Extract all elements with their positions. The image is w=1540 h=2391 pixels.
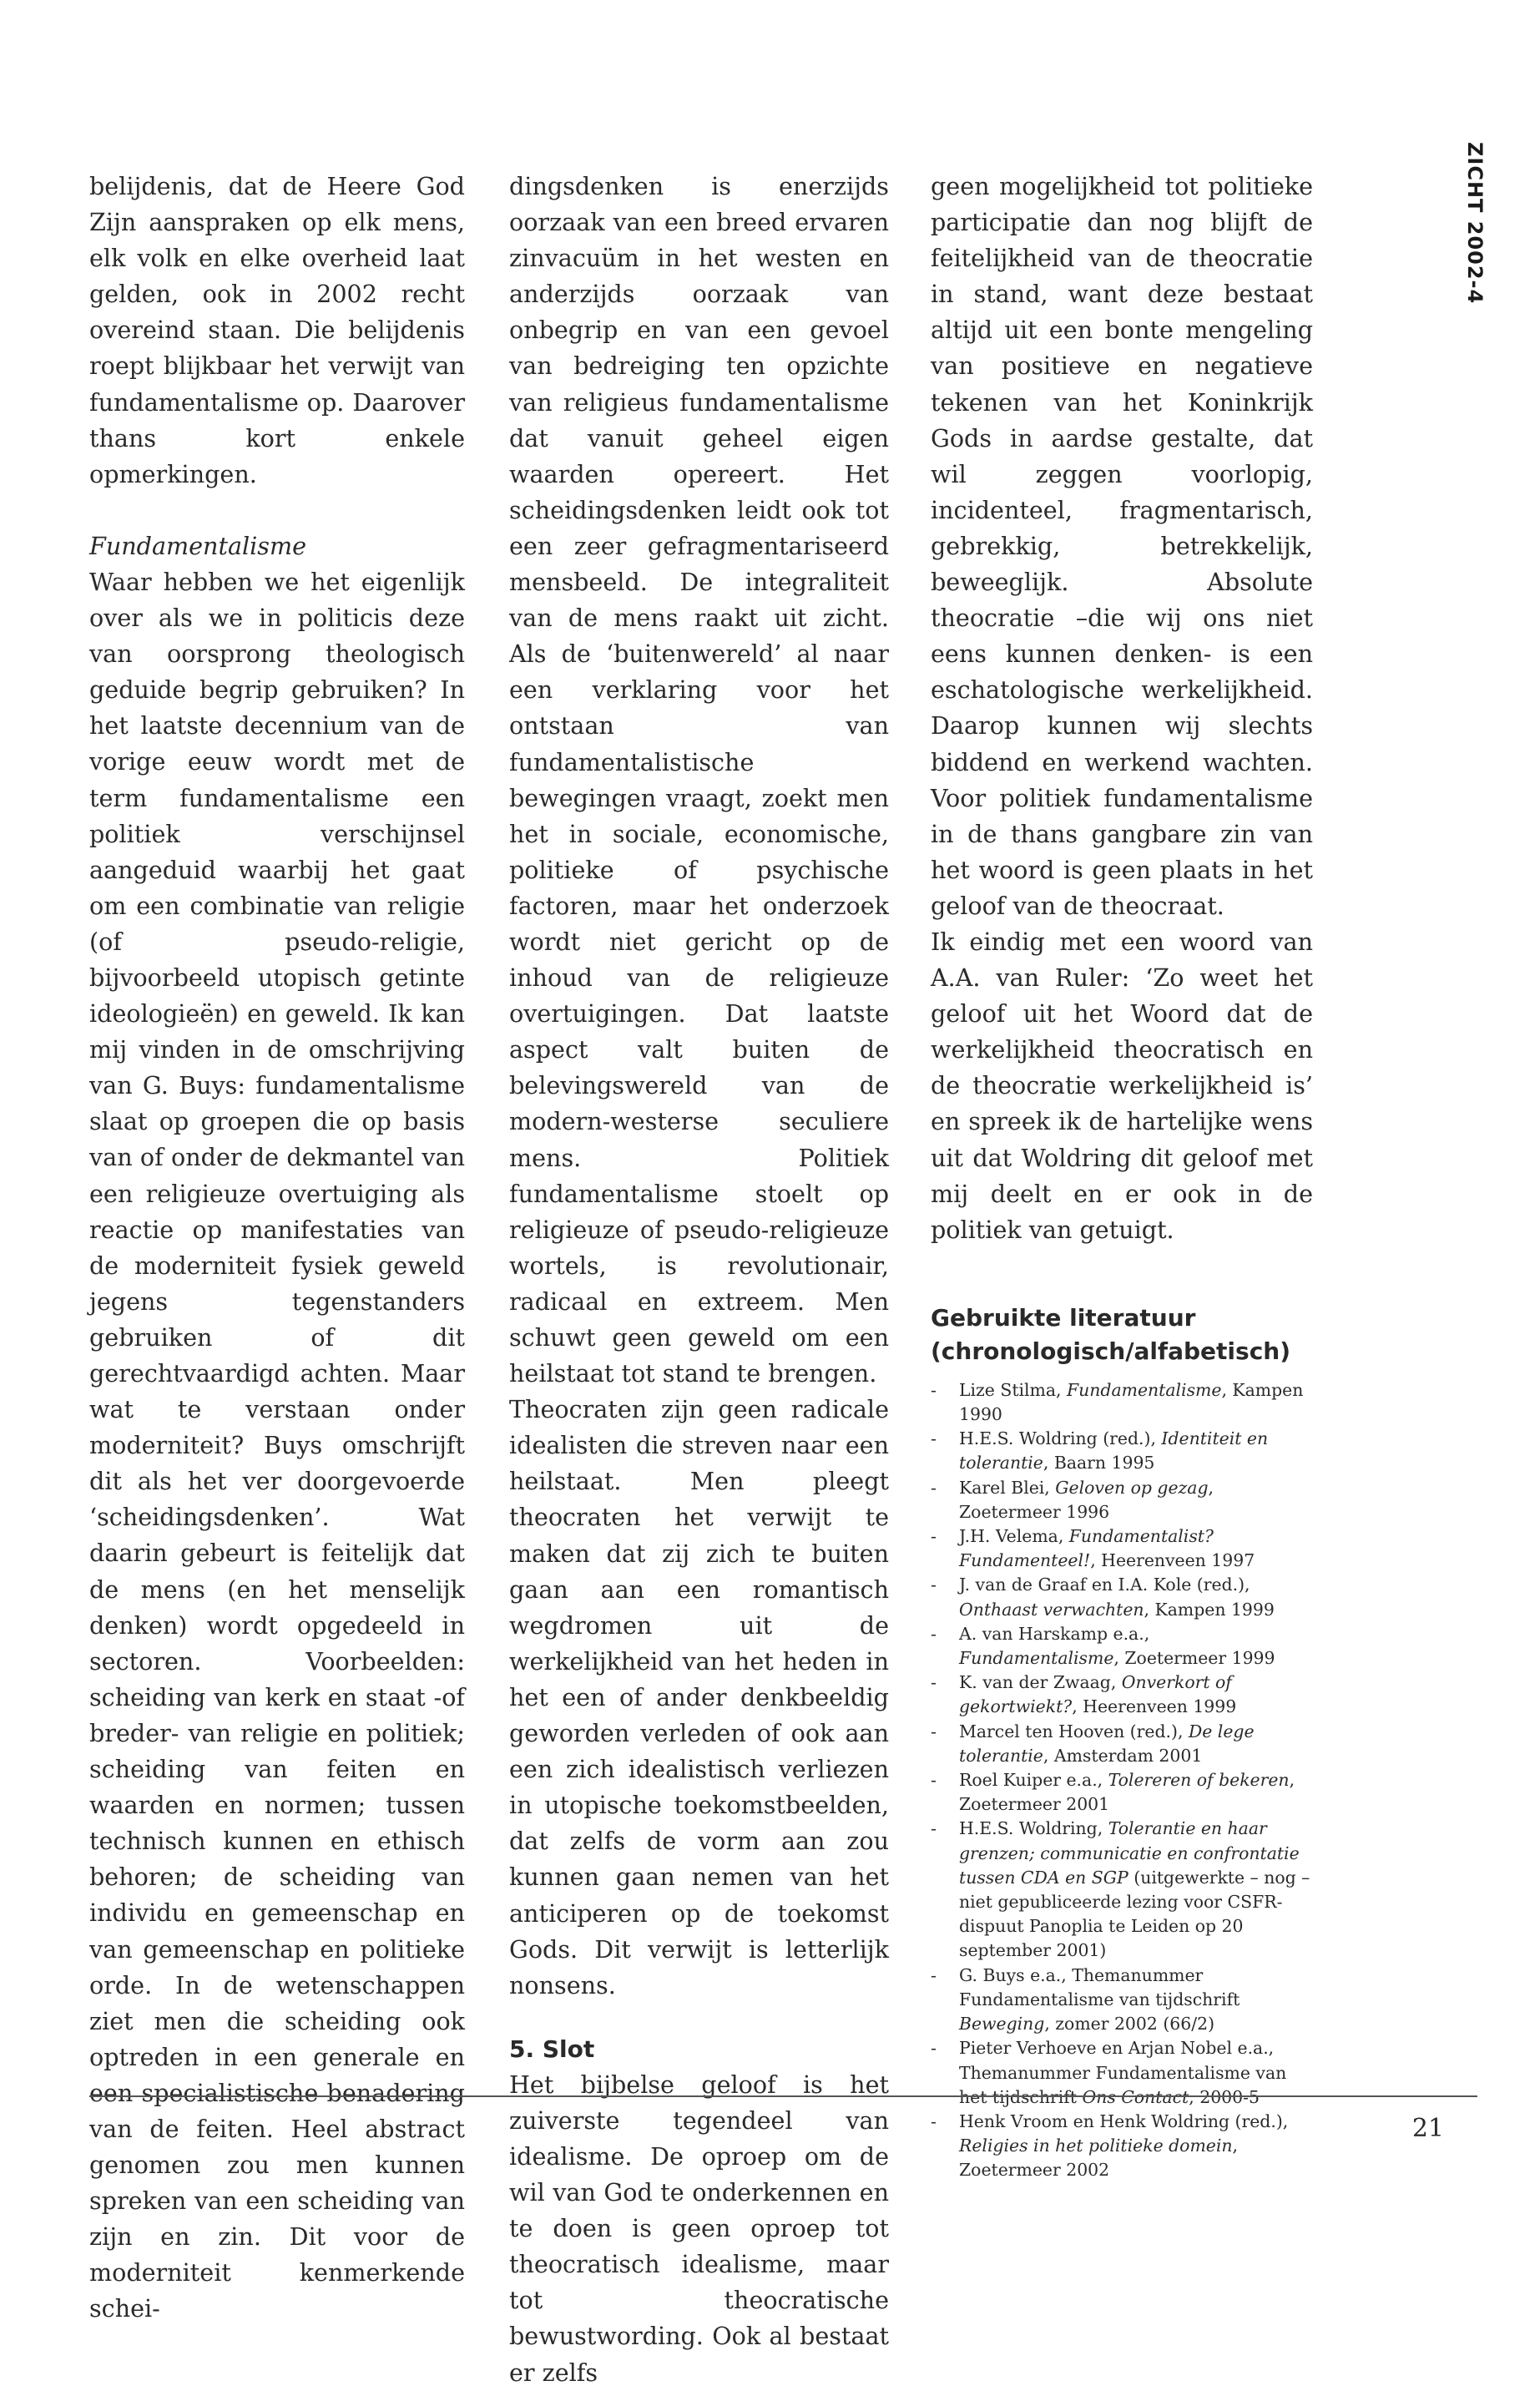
subheading-fundamentalisme: Fundamentalisme [89,531,307,560]
paragraph: Ik eindig met een woord van A.A. van Ruler: ‘Zo weet het geloof uit het Woord dat de werkelijkheid theocratisch en de theocratie werkelijkheid is’ en spreek ik de hartelijke wens uit dat Woldring dit geloof met mij deelt en er ook in de politiek van getuigt. [931,927,1313,1244]
literature-heading: Gebruikte literatuur (chronologisch/alfabetisch) [931,1303,1291,1365]
literature-item: - J.H. Velema, Fundamentalist? Fundamenteel!, Heerenveen 1997 [931,1526,1255,1571]
paragraph: Theocraten zijn geen radicale idealisten die streven naar een heilstaat. Men pleegt theocraten het verwijt te maken dat zij zich te buiten gaan aan een romantisch wegdromen uit de werkelijkheid van het heden in het een of ander denkbeeldig geworden verleden of ook aan een zich idealistisch verliezen in utopische toekomstbeelden, dat zelfs de vorm aan zou kunnen gaan nemen van het anticiperen op de toekomst Gods. Dit verwijt is letterlijk nonsens. [509,1395,889,1999]
paragraph: dingsdenken is enerzijds oorzaak van een breed ervaren zinvacuüm in het westen en anderzijds oorzaak van onbegrip en van een gevoel van bedreiging ten opzichte van religieus fundamentalisme dat vanuit geheel eigen waarden opereert. Het scheidingsdenken leidt ook tot een zeer gefragmentariseerd mensbeeld. De integraliteit van de mens raakt uit zicht. Als de ‘buitenwereld’ al naar een verklaring voor het ontstaan van fundamentalistische bewegingen vraagt, zoekt men het in sociale, economische, politieke of psychische factoren, maar het onderzoek wordt niet gericht op de inhoud van de religieuze overtuigingen. Dat laatste aspect valt buiten de belevingswereld van de modern-westerse seculiere mens. Politiek fundamentalisme stoelt op religieuze of pseudo-religieuze wortels, is revolutionair, radicaal en extreem. Men schuwt geen geweld om een heilstaat tot stand te brengen. [509,172,889,1388]
literature-item: - H.E.S. Woldring, Tolerantie en haar grenzen; communicatie en confrontatie tussen CDA en SGP (uitgewerkte – nog – niet gepubliceerde lezing voor CSFR-dispuut Panoplia te Leiden op 20 september 2001) [931,1818,1310,1961]
literature-item: - G. Buys e.a., Themanummer Fundamentalisme van tijdschrift Beweging, zomer 2002 (66/2) [931,1964,1240,2035]
literature-item: - Marcel ten Hooven (red.), De lege tolerantie, Amsterdam 2001 [931,1721,1255,1766]
paragraph: geen mogelijkheid tot politieke participatie dan nog blijft de feitelijkheid van de theocratie in stand, want deze bestaat altijd uit een bonte mengeling van positieve en negatieve tekenen van het Koninkrijk Gods in aardse gestalte, dat wil zeggen voorlopig, incidenteel, fragmentarisch, gebrekkig, betrekkelijk, beweeglijk. Absolute theocratie –die wij ons niet eens kunnen denken- is een eschatologische werkelijkheid. Daarop kunnen wij slechts biddend en werkend wachten. Voor politiek fundamentalisme in de thans gangbare zin van het woord is geen plaats in het geloof van de theocraat. [931,172,1313,920]
paragraph: Waar hebben we het eigenlijk over als we in politicis deze van oorsprong theologisch geduide begrip gebruiken? In het laatste decennium van de vorige eeuw wordt met de term fundamentalisme een politiek verschijnsel aangeduid waarbij het gaat om een combinatie van religie (of pseudo-religie, bijvoorbeeld utopisch getinte ideologieën) en geweld. Ik kan mij vinden in de omschrijving van G. Buys: fundamentalisme slaat op groepen die op basis van of onder de dekmantel van een religieuze overtuiging als reactie op manifestaties van de moderniteit fysiek geweld jegens tegenstanders gebruiken of dit gerechtvaardigd achten. Maar wat te verstaan onder moderniteit? Buys omschrijft dit als het ver doorgevoerde ‘scheidingsdenken’. Wat daarin gebeurt is feitelijk dat de mens (en het menselijk denken) wordt opgedeeld in sectoren. Voorbeelden: scheiding van kerk en staat -of breder- van religie en politiek; scheiding van feiten en waarden en normen; tussen technisch kunnen en ethisch behoren; de scheiding van individu en gemeenschap en van gemeenschap en politieke orde. In de wetenschappen ziet men die scheiding ook optreden in een generale en een specialistische benadering van de feiten. Heel abstract genomen zou men kunnen spreken van een scheiding van zijn en zin. Dit voor de moderniteit kenmerkende schei- [89,567,465,2323]
literature-item: - Roel Kuiper e.a., Tolereren of bekeren, Zoetermeer 2001 [931,1770,1295,1815]
journal-issue-label: ZICHT 2002-4 [1463,142,1487,305]
paragraph: Het bijbelse geloof is het zuiverste tegendeel van idealisme. De oproep om de wil van God te onderkennen en te doen is geen oproep tot theocratisch idealisme, maar tot theocratische bewustwording. Ook al bestaat er zelfs [509,2070,889,2387]
footer-divider [89,2095,1477,2097]
literature-list [931,1378,1313,2183]
literature-item: - H.E.S. Woldring (red.), Identiteit en tolerantie, Baarn 1995 [931,1428,1269,1474]
literature-item: - Karel Blei, Geloven op gezag, Zoetermeer 1996 [931,1477,1214,1522]
section-heading-slot: 5. Slot [509,2035,595,2063]
text-column-2 [509,169,889,2391]
text-column-3 [931,169,1313,2183]
page-number: 21 [1411,2114,1444,2143]
paragraph: belijdenis, dat de Heere God Zijn aanspraken op elk mens, elk volk en elke overheid laat gelden, ook in 2002 recht overeind staan. Die belijdenis roept blijkbaar het verwijt van fundamentalisme op. Daarover thans kort enkele opmerkingen. [89,172,465,488]
literature-item: - Lize Stilma, Fundamentalisme, Kampen 1990 [931,1379,1304,1425]
literature-item: - A. van Harskamp e.a., Fundamentalisme, Zoetermeer 1999 [931,1623,1275,1669]
literature-item: - Pieter Verhoeve en Arjan Nobel e.a., Themanummer Fundamentalisme van het tijdschrift Ons Contact, 2000-5 [931,2038,1287,2107]
text-column-1 [89,169,465,2328]
literature-item: - J. van de Graaf en I.A. Kole (red.), Onthaast verwachten, Kampen 1999 [931,1575,1275,1620]
literature-item: - Henk Vroom en Henk Woldring (red.), Religies in het politieke domein, Zoetermeer 2002 [931,2110,1289,2181]
literature-item: - K. van der Zwaag, Onverkort of gekortwiekt?, Heerenveen 1999 [931,1672,1237,1717]
